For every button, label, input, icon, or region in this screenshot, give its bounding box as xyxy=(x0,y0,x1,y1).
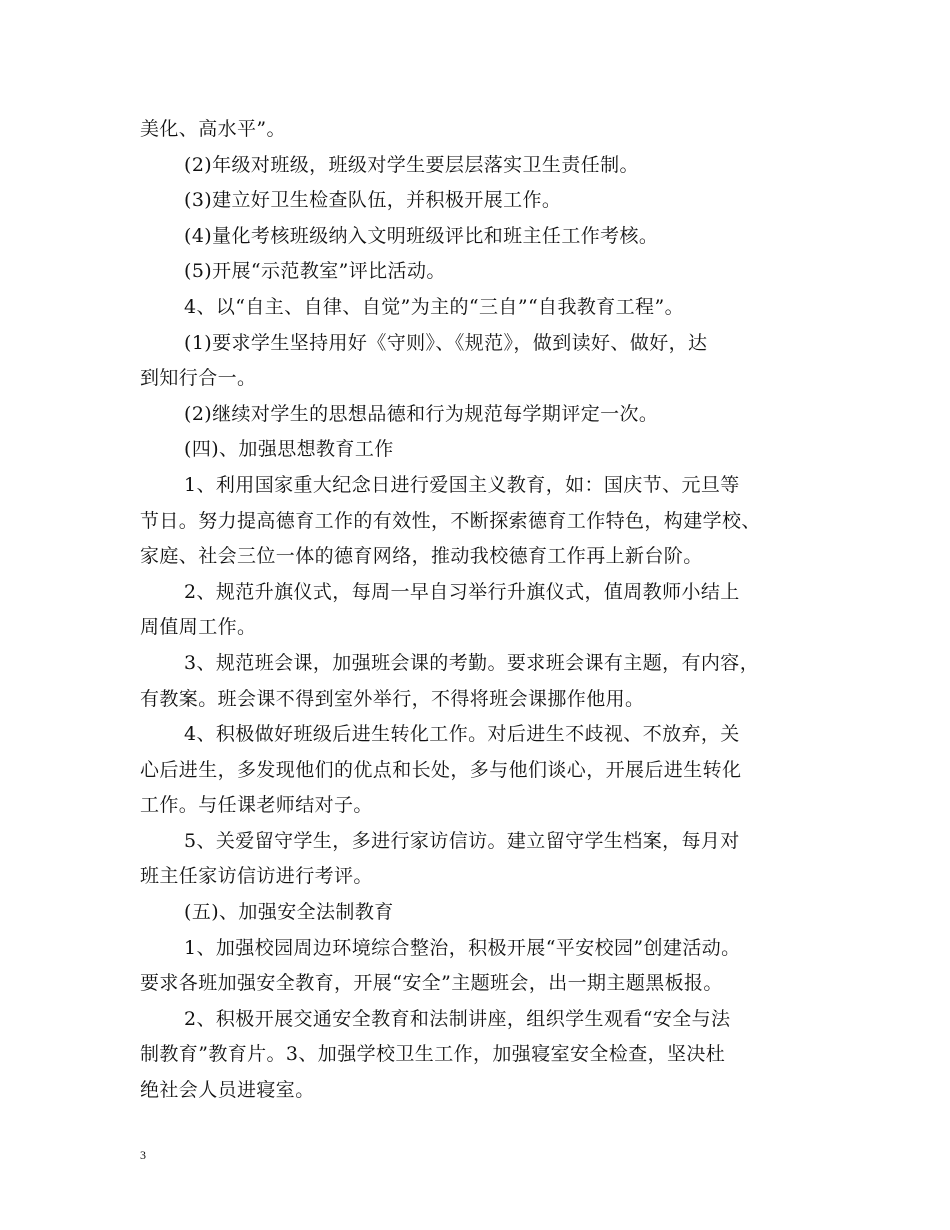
text-line: (五)、加强安全法制教育 xyxy=(184,901,394,924)
text-line: (5)开展“示范教室”评比活动。 xyxy=(184,260,446,283)
body-text xyxy=(140,112,820,1109)
text-line: (2)年级对班级，班级对学生要层层落实卫生责任制。 xyxy=(184,153,639,176)
text-line: 1、利用国家重大纪念日进行爱国主义教育，如：国庆节、元旦等 xyxy=(184,473,740,496)
text-line: 要求各班加强安全教育，开展“安全”主题班会，出一期主题黑板报。 xyxy=(140,972,723,995)
text-line: (四)、加强思想教育工作 xyxy=(184,438,394,461)
text-line: 美化、高水平”。 xyxy=(140,118,286,140)
text-line: 1、加强校园周边环境综合整治，积极开展“平安校园”创建活动。 xyxy=(184,936,741,959)
text-line: (4)量化考核班级纳入文明班级评比和班主任工作考核。 xyxy=(184,224,659,247)
text-line: 周值周工作。 xyxy=(140,616,257,639)
text-line: 制教育”教育片。3、加强学校卫生工作，加强寝室安全检查，坚决杜 xyxy=(140,1043,726,1066)
text-line: 4、以“自主、自律、自觉”为主的“三自”“自我教育工程”。 xyxy=(184,295,684,318)
text-line: (3)建立好卫生检查队伍，并积极开展工作。 xyxy=(184,189,562,212)
text-line: 工作。与任课老师结对子。 xyxy=(140,794,373,817)
text-line: 班主任家访信访进行考评。 xyxy=(140,865,373,888)
text-line: 2、规范升旗仪式，每周一早自习举行升旗仪式，值周教师小结上 xyxy=(184,580,740,603)
text-line: 家庭、社会三位一体的德育网络，推动我校德育工作再上新台阶。 xyxy=(140,545,703,568)
text-line: 节日。努力提高德育工作的有效性，不断探索德育工作特色，构建学校、 xyxy=(140,509,761,532)
text-line: (2)继续对学生的思想品德和行为规范每学期评定一次。 xyxy=(184,402,659,425)
text-line: 4、积极做好班级后进生转化工作。对后进生不歧视、不放弃，关 xyxy=(184,723,740,746)
text-line: 有教案。班会课不得到室外举行，不得将班会课挪作他用。 xyxy=(140,687,645,710)
text-line: 5、关爱留守学生，多进行家访信访。建立留守学生档案，每月对 xyxy=(184,829,740,852)
text-line: 3、规范班会课，加强班会课的考勤。要求班会课有主题，有内容， xyxy=(184,651,760,674)
text-line: 心后进生，多发现他们的优点和长处，多与他们谈心，开展后进生转化 xyxy=(140,758,742,781)
text-line: 绝社会人员进寝室。 xyxy=(140,1079,315,1102)
text-line: 到知行合一。 xyxy=(140,367,257,390)
page-number: 3 xyxy=(140,1148,146,1162)
text-line: (1)要求学生坚持用好《守则》、《规范》，做到读好、做好，达 xyxy=(184,331,708,354)
text-line: 2、积极开展交通安全教育和法制讲座，组织学生观看“安全与法 xyxy=(184,1007,731,1030)
